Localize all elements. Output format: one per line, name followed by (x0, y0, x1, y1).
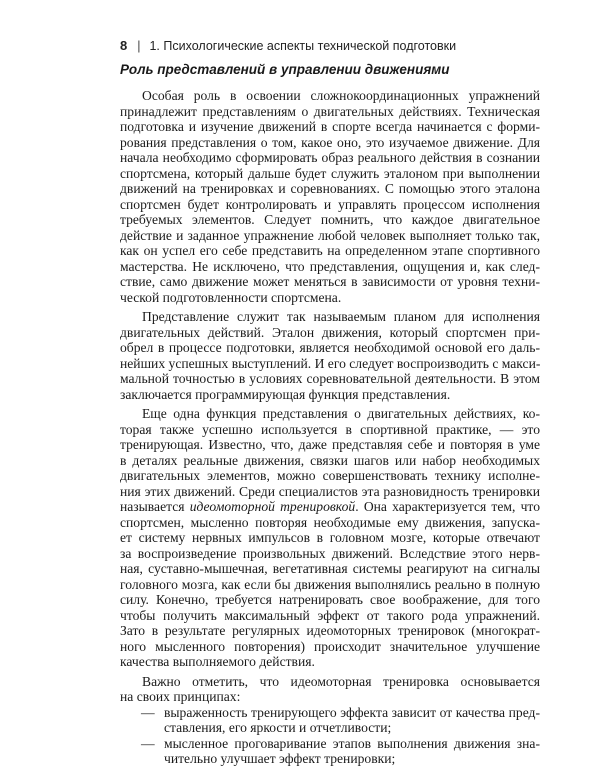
text-segment: называется (120, 499, 190, 514)
emphasized-term: идеомоторной тренировкой (189, 499, 356, 514)
body-text (120, 88, 540, 767)
text-line: обрел в процессе подготовки, является необходимой основой его даль- (120, 340, 540, 355)
section-title: Роль представлений в управлении движениями (120, 62, 450, 77)
text-line: ческой подготовленности спортсмена. (120, 289, 342, 305)
list-item (120, 736, 540, 767)
running-header (120, 38, 540, 53)
text-line: рования представления о том, какое оно, это изучаемое движение. Для (120, 134, 540, 150)
text-line: мальной точностью в условиях соревновательной деятельности. В этом (120, 371, 540, 386)
text-line: Особая роль в освоении сложнокоординационных упражнений (142, 88, 540, 103)
text-line: Представление служит так называемым планом для исполнения (142, 309, 540, 324)
paragraph-3 (120, 406, 540, 670)
text-line: подготовка и изучение движений в спорте всегда начинается с форми- (120, 119, 540, 134)
text-line: принадлежит представлениям о двигательных действиях. Техническая (120, 103, 540, 119)
text-line: Еще одна функция представления о двигательных действиях, ко- (142, 406, 540, 421)
paragraph-2 (120, 309, 540, 402)
text-line: головного мозга, как если бы движения выполнялись реально в полную (120, 576, 540, 592)
text-line: спортсмен, мысленно повторяя необходимые ему движения, запуска- (120, 514, 540, 530)
text-line: чительно улучшает эффект тренировки; (164, 751, 396, 766)
header-separator: | (137, 39, 141, 53)
text-line: тренирующая. Известно, что, даже представляя себе и повторяя в уме (120, 437, 540, 452)
principles-list (120, 705, 540, 767)
text-line: движений на тренировках и соревнованиях. С помощью этого эталона (120, 181, 540, 196)
dash-marker: — (141, 735, 155, 751)
text-line: действие и заданное упражнение любой человек выполняет только так, (120, 227, 540, 243)
paragraph-1 (120, 88, 540, 305)
text-line: мастерства. Не исключено, что представления, ощущения и, как след- (120, 258, 540, 274)
text-line: спортсмен будет контролировать и управлять процессом исполнения (120, 196, 540, 212)
text-line: двигательных элементов, можно совершенствовать технику исполне- (120, 468, 540, 483)
text-line: в деталях реальные движения, связки шагов или набор необходимых (120, 452, 540, 468)
text-line: нейших успешных выступлений. И его следует воспроизводить с макси- (120, 355, 541, 371)
text-line: ния этих движений. Среди специалистов эта разновидность тренировки (120, 483, 540, 499)
text-line: качества выполняемого действия. (120, 654, 315, 669)
text-line: спортсмена, который дальше будет служить эталоном при выполнении (120, 165, 540, 181)
chapter-title: 1. Психологические аспекты технической подготовки (149, 39, 457, 53)
text-line: ет систему нервных импульсов в головном мозге, которые отвечают (120, 530, 540, 545)
text-line-with-emphasis (120, 499, 540, 515)
text-line (120, 736, 540, 752)
list-item (120, 705, 540, 736)
text-line: ствие, само движение может меняться в зависимости от уровня техни- (120, 274, 540, 289)
text-line: за воспроизведение произвольных движений. Вследствие этого нерв- (120, 545, 540, 561)
text-line: начала необходимо сформировать образ реального действия в сознании (120, 150, 540, 165)
text-line: ная, суставно-мышечная, вегетативная системы реагируют на сигналы (120, 561, 540, 576)
text-line: на своих принципах: (120, 689, 241, 704)
dash-marker: — (141, 704, 155, 720)
text-line: как он успел его себе представить на определенном этапе спортивного (120, 243, 540, 258)
page-number: 8 (120, 38, 128, 53)
text-line: ного мысленного повторения) происходит значительное улучшение (120, 638, 540, 654)
text-line: требуемых элементов. Следует помнить, что каждое двигательное (120, 212, 540, 227)
text-line: силу. Конечно, требуется натренировать свое воображение, для того (120, 592, 540, 607)
text-line: заключается программирующая функция представления. (120, 386, 451, 402)
text-line: ставления, его яркости и отчетливости; (164, 720, 392, 735)
text-line: двигательных действий. Эталон движения, который спортсмен при- (120, 324, 540, 340)
paragraph-4 (120, 674, 540, 705)
text-line: Зато в результате регулярных идеомоторных тренировок (многократ- (120, 623, 540, 638)
text-line (120, 705, 540, 721)
text-segment: . Она характеризуется тем, что (355, 499, 540, 514)
text-line: чтобы получить максимальный эффект от такого рода упражнений. (120, 607, 540, 623)
text-line: торая также успешно используется в спортивной практике, — это (120, 421, 540, 437)
text-segment: выраженность тренирующего эффекта зависит от качества пред- (164, 704, 540, 720)
text-segment: мысленное проговаривание этапов выполнения движения зна- (164, 735, 540, 751)
text-line: Важно отметить, что идеомоторная тренировка основывается (142, 673, 540, 689)
